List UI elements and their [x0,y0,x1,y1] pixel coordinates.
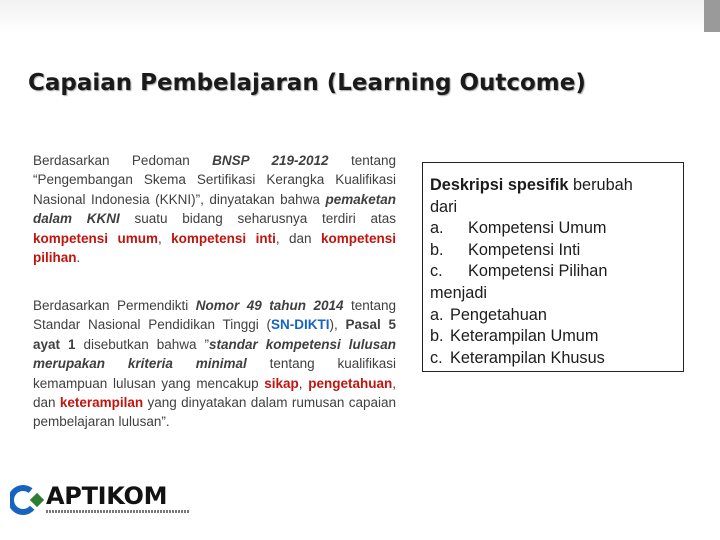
list-text: Keterampilan Khusus [450,348,605,367]
corner-accent-bar [704,0,720,32]
list-letter: b. [430,240,444,259]
sikap-term: sikap [264,375,299,391]
kompetensi-umum-term: kompetensi umum [33,230,158,246]
list-letter: a. [430,305,444,324]
text-span: Berdasarkan Permendikti [33,298,196,313]
list-item [430,305,683,327]
list-item [430,218,683,240]
specific-description-box [422,162,684,372]
list-item [430,326,683,348]
pengetahuan-term: pengetahuan [308,375,393,391]
list-text: Kompetensi Pilihan [468,262,608,281]
box-dari: dari [430,197,458,216]
pasal-reference: Pasal 5 ayat 1 [33,317,396,352]
standar-kompetensi-phrase: standar kompetensi lulusan merupakan kriteria minimal [33,336,397,372]
text-span: disebutkan bahwa ” [75,336,210,352]
text-span: , dan [33,375,396,411]
logo-tagline-rule [46,510,190,513]
list-text: Kompetensi Umum [468,219,607,238]
box-menjadi: menjadi [430,283,488,302]
keterampilan-term: keterampilan [59,395,144,411]
text-span: Berdasarkan Pedoman [33,153,213,168]
list-text: Kompetensi Inti [468,240,581,259]
text-span: ), [329,317,346,333]
list-item [430,261,683,283]
bnsp-reference: BNSP 219-2012 [212,153,329,168]
text-span: suatu bidang seharusnya terdiri atas [119,211,396,227]
box-heading [430,175,683,197]
text-span: , [298,375,309,391]
text-span: yang dinyatakan dalam rumusan capaian pembelajaran lulusan”. [33,395,396,430]
text-span: . [76,250,81,266]
list-letter: a. [430,219,444,238]
list-letter: c. [430,262,443,281]
aptikom-logo [10,484,190,516]
list-letter: c. [430,348,443,367]
header-band [0,0,720,32]
pemaketan-phrase: pemaketan dalam KKNI [33,191,396,227]
text-span: , dan [275,230,321,246]
paragraph-permendikti [33,296,396,432]
list-item [430,240,683,262]
sn-dikti-term: SN-DIKTI [271,317,330,333]
text-span: tentang kualifikasi kemampuan lulusan yang mencakup [33,356,396,391]
permendikti-reference: Nomor 49 tahun 2014 [195,298,344,313]
text-span: , [157,230,172,246]
text-span: tentang Standar Nasional Pendidikan Tinggi ( [33,298,396,333]
paragraph-bnsp [33,151,396,267]
list-text: Pengetahuan [450,305,547,324]
kompetensi-pilihan-term: kompetensi pilihan [33,230,397,266]
slide-title: Capaian Pembelajaran (Learning Outcome) [28,70,586,96]
aptikom-emblem-icon [10,484,44,516]
kompetensi-inti-term: kompetensi inti [171,230,276,246]
list-item [430,348,683,370]
box-heading-bold: Deskripsi spesifik [430,176,569,194]
box-heading-rest: berubah [568,176,633,194]
list-text: Keterampilan Umum [450,327,599,346]
logo-wordmark: APTIKOM [46,482,168,510]
list-letter: b. [430,327,444,346]
text-span: tentang “Pengembangan Skema Sertifikasi Kerangka Kualifikasi Nasional Indonesia (KKNI)”, dinyatakan bahwa [33,153,396,207]
